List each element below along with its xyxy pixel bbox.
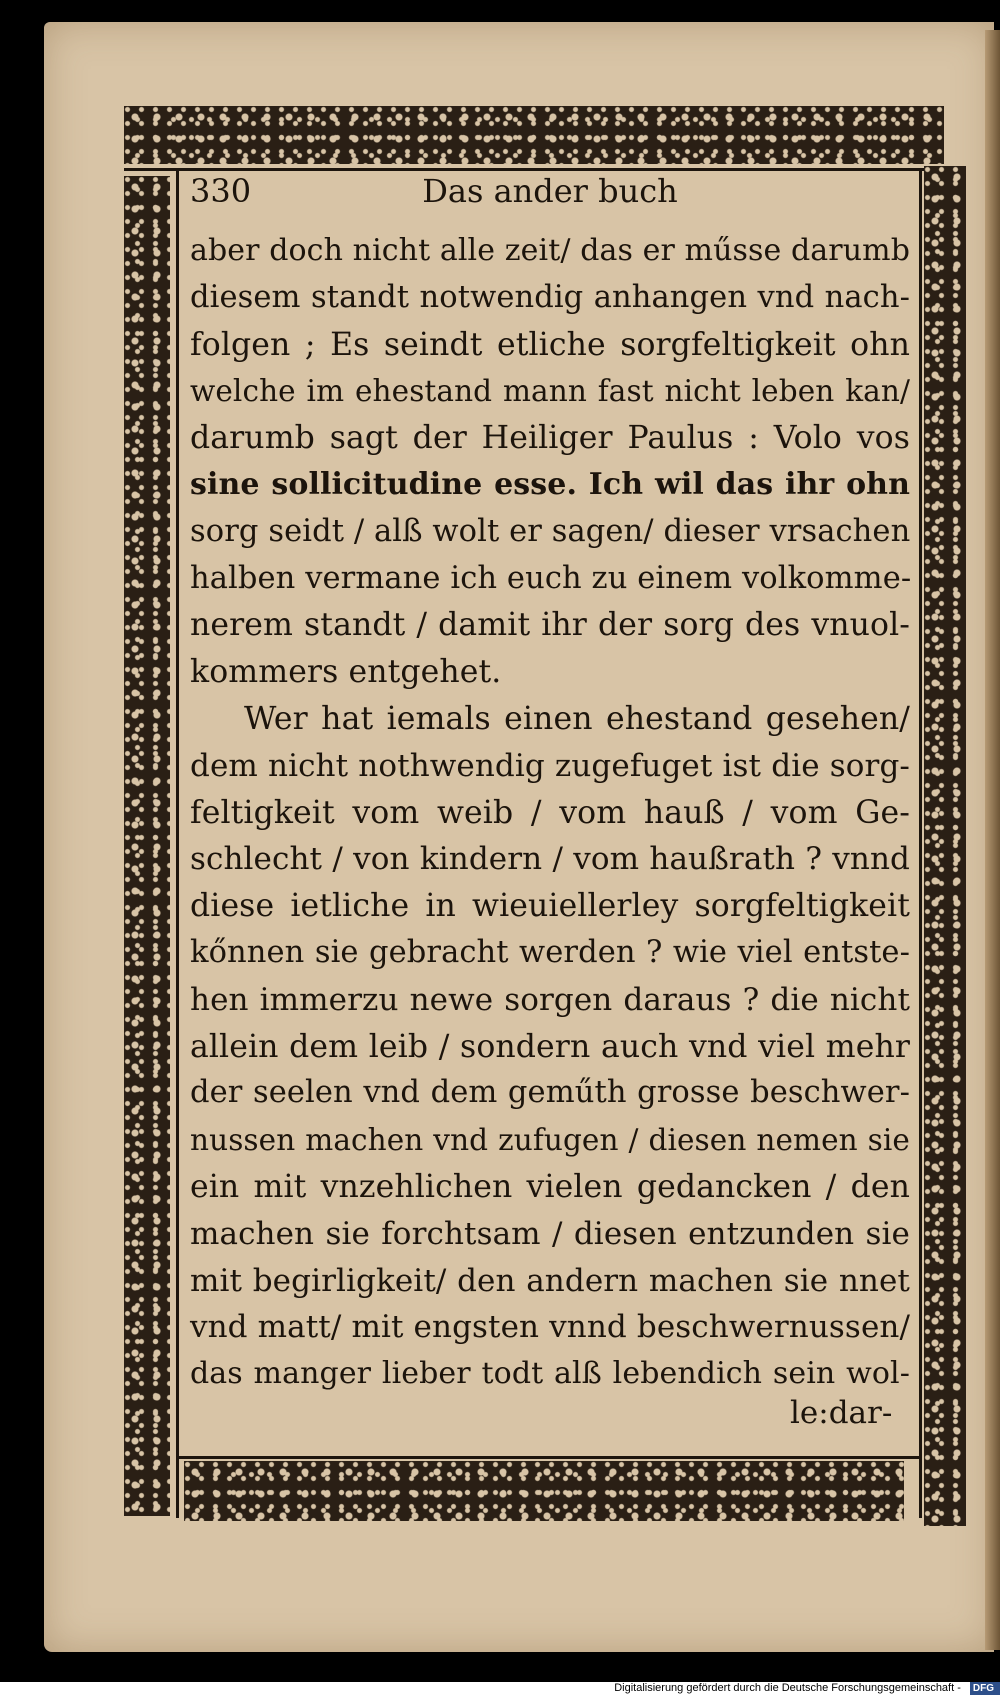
text-line: diesem standt notwendig anhangen vnd nach- <box>190 279 910 315</box>
text-line: hen immerzu newe sorgen daraus ? die nicht <box>190 981 910 1018</box>
text-line: sine sollicitudine esse. Ich wil das ihr ohn <box>190 466 910 502</box>
text-line: halben vermane ich euch zu einem volkomme- <box>190 560 912 596</box>
catchword: le:dar- <box>790 1395 893 1431</box>
ornament-border-left <box>124 176 170 1516</box>
text-line: machen sie forchtsam / diesen entzunden sie <box>190 1215 910 1252</box>
text-line: aber doch nicht alle zeit/ das er műsse darumb <box>190 233 910 268</box>
ornament-border-bottom <box>184 1461 904 1521</box>
running-title: Das ander buch <box>422 172 678 210</box>
text-line: welche im ehestand mann fast nicht leben kan/ <box>190 374 910 409</box>
text-line: kommers entgehet. <box>190 654 502 691</box>
text-line: allein dem leib / sondern auch vnd viel mehr <box>190 1028 910 1065</box>
text-line: dem nicht nothwendig zugefuget ist die sorg- <box>190 747 910 784</box>
footer-text: Digitalisierung gefördert durch die Deutsche Forschungsgemeinschaft - <box>614 1682 961 1694</box>
frame-rule-right <box>919 168 922 1518</box>
text-line: ein mit vnzehlichen vielen gedancken / den <box>190 1168 910 1205</box>
ornament-border-right <box>924 166 966 1526</box>
frame-rule-bottom <box>176 1456 922 1459</box>
text-line: vnd matt/ mit engsten vnnd beschwernussen/ <box>190 1309 910 1346</box>
text-block <box>190 172 910 1398</box>
paragraph-2 <box>190 696 910 1398</box>
text-line: diese ietliche in wieuiellerley sorgfeltigkeit <box>190 888 910 925</box>
paragraph-1 <box>190 228 910 696</box>
page-number: 330 <box>190 172 252 210</box>
text-line: feltigkeit vom weib / vom hauß / vom Ge- <box>190 794 910 831</box>
text-line: darumb sagt der Heiliger Paulus : Volo vos <box>190 420 910 457</box>
text-line: nerem standt / damit ihr der sorg des vnuol- <box>190 607 910 644</box>
frame-rule-top <box>124 168 966 171</box>
text-line: der seelen vnd dem geműth grosse beschwer- <box>190 1075 910 1111</box>
text-line: das manger lieber todt alß lebendich sein wol- <box>190 1356 910 1392</box>
frame-rule-left <box>176 168 179 1518</box>
text-line: nussen machen vnd zufugen / diesen nemen sie <box>190 1123 910 1158</box>
text-line: schlecht / von kindern / vom haußrath ? vnnd <box>190 841 910 878</box>
text-line: mit begirligkeit/ den andern machen sie nnet <box>190 1262 910 1299</box>
page-edge <box>985 30 1000 1650</box>
dfg-logo: DFG <box>970 1682 1000 1695</box>
ornament-border-top <box>124 106 944 164</box>
text-line: Wer hat iemals einen ehestand gesehen/ <box>244 700 910 737</box>
digitization-footer <box>0 1682 1000 1700</box>
text-line: sorg seidt / alß wolt er sagen/ dieser vrsachen <box>190 513 911 549</box>
page-header <box>190 172 910 228</box>
text-line: folgen ; Es seindt etliche sorgfeltigkeit ohn <box>190 326 910 363</box>
text-line: kőnnen sie gebracht werden ? wie viel entste- <box>190 934 910 970</box>
